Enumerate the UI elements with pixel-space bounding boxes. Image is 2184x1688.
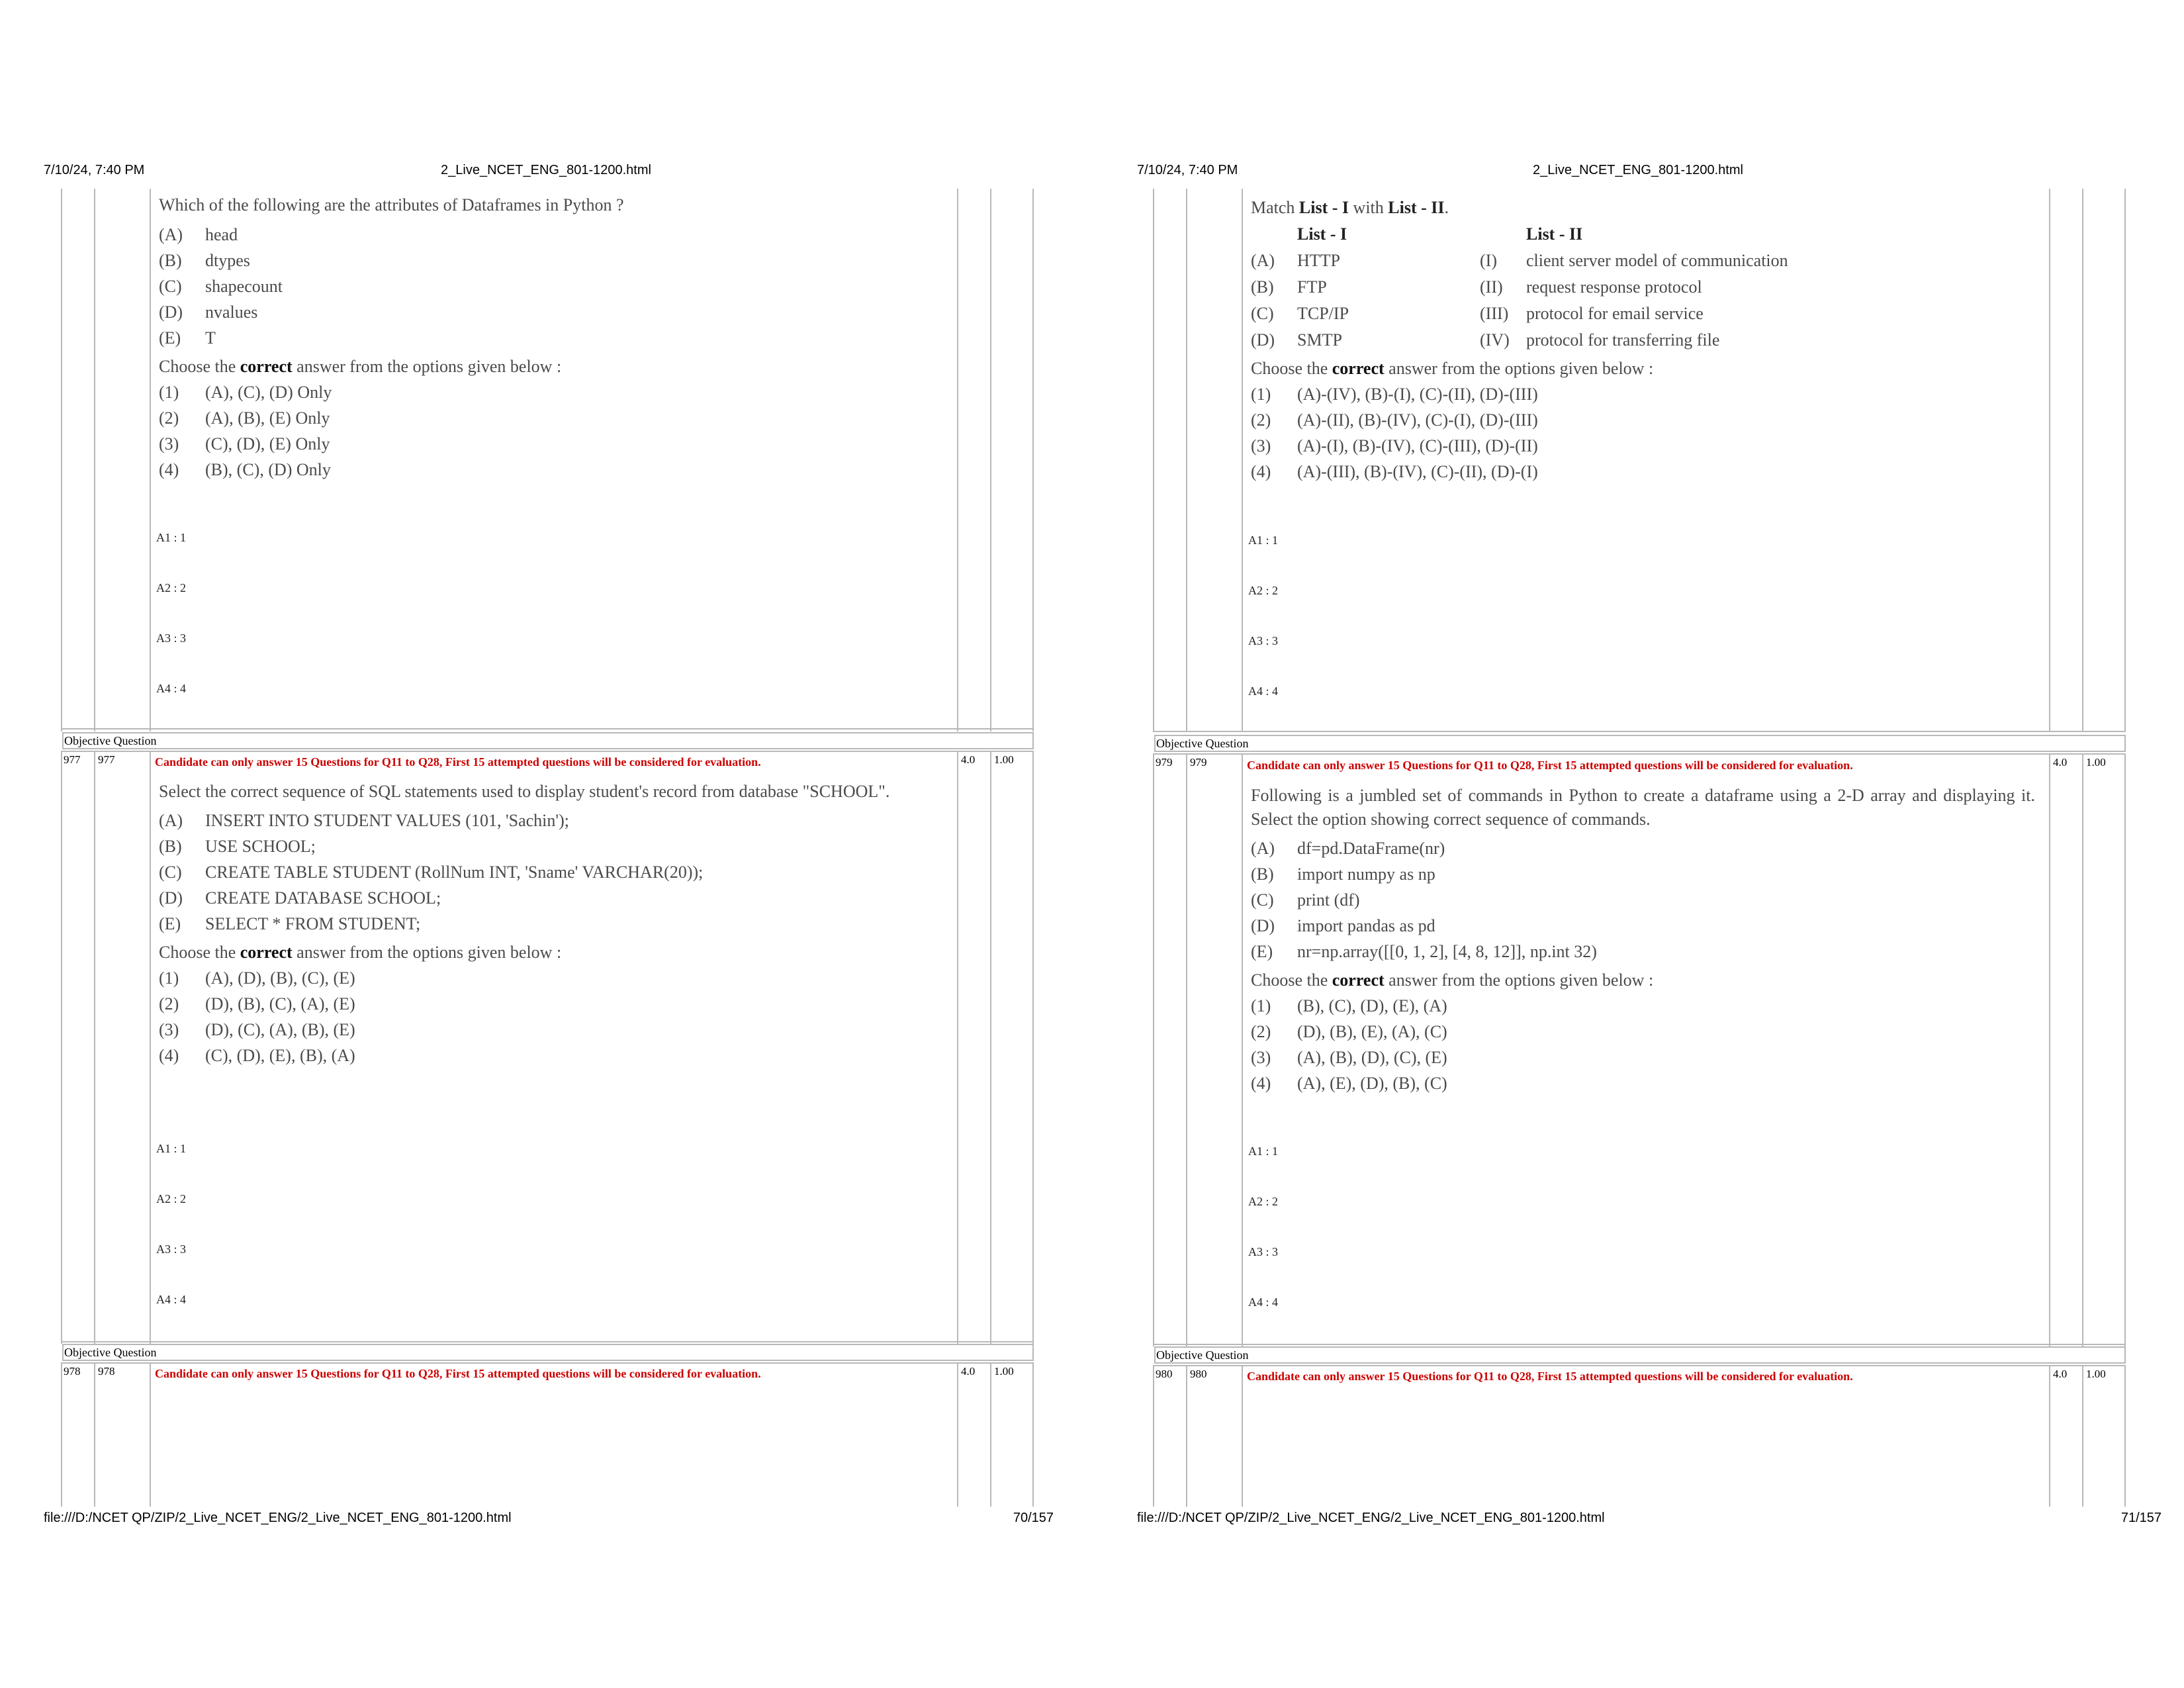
answer-key-a2: A2 : 2 — [156, 1192, 186, 1205]
table-border — [94, 189, 95, 731]
table-border — [1153, 753, 1154, 1346]
item-text: INSERT INTO STUDENT VALUES (101, 'Sachin'); — [205, 811, 569, 830]
answer-option — [159, 1017, 940, 1043]
negative-marks: 1.00 — [994, 753, 1014, 766]
marks: 4.0 — [2053, 1368, 2068, 1380]
list-item — [159, 248, 946, 273]
table-border — [61, 1362, 62, 1507]
row-label: (C) — [1251, 303, 1274, 323]
row-list2: request response protocol — [1526, 277, 1702, 297]
item-label: (B) — [1251, 865, 1274, 884]
answer-key-a1: A1 : 1 — [1248, 534, 1278, 547]
evaluation-notice: Candidate can only answer 15 Questions for Q11 to Q28, First 15 attempted questions will be considered for evaluation. — [155, 1367, 761, 1380]
option-text: (A), (C), (D) Only — [205, 383, 332, 402]
answer-option — [1251, 993, 2035, 1019]
list-item — [159, 273, 946, 299]
row-list2: protocol for email service — [1526, 303, 1704, 323]
question-stem: Select the correct sequence of SQL statements used to display student's record from database "SCHOOL". — [159, 782, 890, 801]
table-border — [1153, 1365, 2126, 1366]
choose-pre: Choose the — [1251, 970, 1332, 990]
option-text: (A), (B), (D), (C), (E) — [1297, 1048, 1447, 1067]
table-border — [2049, 1365, 2050, 1507]
table-border — [990, 751, 991, 1344]
item-label: (C) — [159, 277, 182, 296]
table-row — [1251, 326, 1788, 353]
question-id: 979 — [1190, 756, 1207, 769]
question-stem: Which of the following are the attributes of Dataframes in Python ? — [159, 195, 624, 214]
question-977 — [159, 780, 940, 1068]
evaluation-notice: Candidate can only answer 15 Questions for Q11 to Q28, First 15 attempted questions will be considered for evaluation. — [1247, 759, 1853, 772]
item-text: shapecount — [205, 277, 283, 296]
option-label: (1) — [1251, 996, 1271, 1015]
option-label: (4) — [159, 1046, 179, 1065]
row-label: (D) — [1251, 330, 1275, 350]
option-label: (3) — [1251, 1048, 1271, 1067]
option-text: (A), (E), (D), (B), (C) — [1297, 1074, 1447, 1093]
choose-instruction — [159, 939, 940, 965]
choose-bold: correct — [1332, 359, 1385, 378]
stem-list2: List - II — [1388, 198, 1445, 217]
option-label: (4) — [1251, 462, 1271, 481]
table-border — [1153, 1365, 1154, 1507]
stem-mid: with — [1349, 198, 1388, 217]
answer-key-a2: A2 : 2 — [1248, 584, 1278, 597]
answer-option — [1251, 381, 2038, 407]
list-item — [1251, 939, 2035, 964]
list-item — [159, 808, 940, 833]
item-text: head — [205, 225, 238, 244]
option-label: (4) — [159, 460, 179, 479]
table-border — [61, 728, 1034, 729]
answer-key-a4: A4 : 4 — [1248, 684, 1278, 698]
choose-post: answer from the options given below : — [1384, 359, 1654, 378]
row-list1: FTP — [1297, 277, 1327, 297]
answer-key-a1: A1 : 1 — [156, 1142, 186, 1155]
item-text: SELECT * FROM STUDENT; — [205, 914, 421, 933]
answer-option — [159, 431, 946, 457]
item-label: (B) — [159, 251, 182, 270]
table-border — [1186, 189, 1187, 731]
choose-instruction — [1251, 967, 2035, 993]
question-stem: Following is a jumbled set of commands in Python to create a dataframe using a 2-D array and displaying it. Select the option showing correct sequence of commands. — [1251, 786, 2035, 829]
choose-post: answer from the options given below : — [292, 357, 562, 376]
option-label: (2) — [1251, 410, 1271, 430]
list2-header: List - II — [1526, 224, 1583, 244]
question-type-label: Objective Question — [1154, 1346, 2126, 1364]
marks: 4.0 — [961, 753, 976, 766]
answer-option — [1251, 1045, 2035, 1070]
question-top — [1251, 195, 2038, 485]
item-text: CREATE TABLE STUDENT (RollNum INT, 'Sname' VARCHAR(20)); — [205, 863, 704, 882]
answer-key-a1: A1 : 1 — [156, 531, 186, 544]
list-item — [1251, 861, 2035, 887]
table-border — [1242, 189, 1243, 731]
table-border — [1153, 731, 2126, 732]
row-list2: client server model of communication — [1526, 250, 1788, 270]
question-top — [159, 192, 946, 483]
option-label: (2) — [1251, 1022, 1271, 1041]
page-right — [1092, 0, 2184, 1688]
row-roman: (IV) — [1480, 330, 1510, 350]
choose-post: answer from the options given below : — [1384, 970, 1654, 990]
header-datetime: 7/10/24, 7:40 PM — [44, 163, 145, 177]
table-row — [1251, 300, 1788, 326]
item-text: import numpy as np — [1297, 865, 1435, 884]
option-text: (A)-(III), (B)-(IV), (C)-(II), (D)-(I) — [1297, 462, 1538, 481]
list-item — [159, 222, 946, 248]
row-list1: SMTP — [1297, 330, 1342, 350]
answer-option — [159, 379, 946, 405]
table-border — [1032, 751, 1034, 1344]
table-border — [1186, 1365, 1187, 1507]
footer-page-number: 70/157 — [1013, 1511, 1054, 1525]
evaluation-notice: Candidate can only answer 15 Questions for Q11 to Q28, First 15 attempted questions will be considered for evaluation. — [1247, 1370, 1853, 1383]
option-label: (3) — [1251, 436, 1271, 455]
table-border — [1153, 189, 1154, 731]
row-roman: (III) — [1480, 303, 1509, 323]
header-filename: 2_Live_NCET_ENG_801-1200.html — [1533, 163, 1743, 177]
row-roman: (I) — [1480, 250, 1497, 270]
row-roman: (II) — [1480, 277, 1503, 297]
table-border — [1032, 189, 1034, 731]
table-border — [2082, 189, 2083, 731]
table-border — [2082, 1365, 2083, 1507]
question-number: 977 — [64, 753, 81, 766]
list-item — [1251, 835, 2035, 861]
list-item — [159, 885, 940, 911]
option-text: (A), (D), (B), (C), (E) — [205, 968, 355, 988]
question-id: 980 — [1190, 1368, 1207, 1380]
table-border — [61, 751, 62, 1344]
marks: 4.0 — [961, 1365, 976, 1378]
item-label: (C) — [159, 863, 182, 882]
option-text: (A), (B), (E) Only — [205, 408, 330, 428]
answer-key-a2: A2 : 2 — [156, 581, 186, 594]
header-filename: 2_Live_NCET_ENG_801-1200.html — [441, 163, 651, 177]
answer-key-a4: A4 : 4 — [1248, 1295, 1278, 1309]
negative-marks: 1.00 — [2086, 1368, 2106, 1380]
option-text: (A)-(I), (B)-(IV), (C)-(III), (D)-(II) — [1297, 436, 1538, 455]
header-datetime: 7/10/24, 7:40 PM — [1137, 163, 1238, 177]
answer-option — [1251, 433, 2038, 459]
item-text: T — [205, 328, 216, 348]
item-label: (D) — [159, 888, 183, 908]
answer-key-a3: A3 : 3 — [1248, 634, 1278, 647]
question-number: 979 — [1156, 756, 1173, 769]
list1-header: List - I — [1297, 224, 1347, 244]
choose-pre: Choose the — [1251, 359, 1332, 378]
row-label: (B) — [1251, 277, 1274, 297]
table-border — [1242, 753, 1243, 1346]
question-id: 978 — [98, 1365, 115, 1378]
answer-key-a3: A3 : 3 — [1248, 1245, 1278, 1258]
table-row — [1251, 273, 1788, 300]
answer-key-a1: A1 : 1 — [1248, 1145, 1278, 1158]
list-item — [1251, 913, 2035, 939]
answer-key-a3: A3 : 3 — [156, 632, 186, 645]
negative-marks: 1.00 — [994, 1365, 1014, 1378]
table-border — [150, 1362, 151, 1507]
list-item — [159, 911, 940, 937]
choose-pre: Choose the — [159, 943, 240, 962]
table-border — [990, 189, 991, 731]
choose-bold: correct — [1332, 970, 1385, 990]
item-text: nvalues — [205, 303, 258, 322]
table-border — [1186, 753, 1187, 1346]
table-border — [94, 751, 95, 1344]
question-type-label: Objective Question — [1154, 735, 2126, 752]
table-border — [61, 751, 1034, 752]
choose-instruction — [1251, 355, 2038, 381]
question-type-label: Objective Question — [62, 1344, 1034, 1361]
table-border — [61, 1362, 1034, 1364]
footer-path: file:///D:/NCET QP/ZIP/2_Live_NCET_ENG/2_Live_NCET_ENG_801-1200.html — [1137, 1511, 1605, 1525]
table-border — [2049, 753, 2050, 1346]
table-border — [2049, 189, 2050, 731]
answer-option — [1251, 1019, 2035, 1045]
stem-pre: Match — [1251, 198, 1299, 217]
item-text: CREATE DATABASE SCHOOL; — [205, 888, 441, 908]
footer-path: file:///D:/NCET QP/ZIP/2_Live_NCET_ENG/2_Live_NCET_ENG_801-1200.html — [44, 1511, 512, 1525]
option-label: (3) — [159, 1020, 179, 1039]
row-label: (A) — [1251, 250, 1275, 270]
option-text: (C), (D), (E) Only — [205, 434, 330, 453]
option-text: (D), (B), (E), (A), (C) — [1297, 1022, 1447, 1041]
item-text: USE SCHOOL; — [205, 837, 316, 856]
item-label: (D) — [159, 303, 183, 322]
list-item — [159, 325, 946, 351]
answer-key-a4: A4 : 4 — [156, 1293, 186, 1306]
option-label: (1) — [1251, 385, 1271, 404]
item-text: import pandas as pd — [1297, 916, 1435, 935]
choose-post: answer from the options given below : — [292, 943, 562, 962]
stem-post: . — [1444, 198, 1449, 217]
answer-option — [1251, 1070, 2035, 1096]
answer-option — [1251, 459, 2038, 485]
table-border — [2124, 753, 2126, 1346]
table-border — [957, 189, 958, 731]
list-item — [159, 299, 946, 325]
table-border — [2082, 753, 2083, 1346]
option-label: (1) — [159, 383, 179, 402]
option-text: (B), (C), (D), (E), (A) — [1297, 996, 1447, 1015]
option-text: (D), (C), (A), (B), (E) — [205, 1020, 355, 1039]
option-label: (1) — [159, 968, 179, 988]
negative-marks: 1.00 — [2086, 756, 2106, 769]
item-text: dtypes — [205, 251, 250, 270]
question-stem — [1251, 195, 2038, 220]
table-border — [61, 189, 62, 731]
option-text: (A)-(II), (B)-(IV), (C)-(I), (D)-(III) — [1297, 410, 1538, 430]
table-border — [150, 751, 151, 1344]
answer-option — [1251, 407, 2038, 433]
answer-option — [159, 1043, 940, 1068]
question-id: 977 — [98, 753, 115, 766]
question-number: 980 — [1156, 1368, 1173, 1380]
choose-bold: correct — [240, 943, 293, 962]
choose-bold: correct — [240, 357, 293, 376]
option-text: (C), (D), (E), (B), (A) — [205, 1046, 355, 1065]
item-label: (A) — [1251, 839, 1275, 858]
choose-pre: Choose the — [159, 357, 240, 376]
option-text: (D), (B), (C), (A), (E) — [205, 994, 355, 1013]
table-border — [2124, 1365, 2126, 1507]
answer-key-a2: A2 : 2 — [1248, 1195, 1278, 1208]
option-label: (2) — [159, 408, 179, 428]
answer-option — [159, 965, 940, 991]
answer-key-a3: A3 : 3 — [156, 1243, 186, 1256]
marks: 4.0 — [2053, 756, 2068, 769]
table-border — [990, 1362, 991, 1507]
answer-option — [159, 405, 946, 431]
item-label: (C) — [1251, 890, 1274, 910]
row-list1: TCP/IP — [1297, 303, 1349, 323]
evaluation-notice: Candidate can only answer 15 Questions for Q11 to Q28, First 15 attempted questions will be considered for evaluation. — [155, 755, 761, 769]
table-border — [61, 1341, 1034, 1342]
table-border — [1153, 753, 2126, 755]
item-label: (E) — [159, 328, 181, 348]
question-number: 978 — [64, 1365, 81, 1378]
table-border — [957, 751, 958, 1344]
table-row — [1251, 247, 1788, 273]
item-label: (D) — [1251, 916, 1275, 935]
item-text: print (df) — [1297, 890, 1360, 910]
option-label: (4) — [1251, 1074, 1271, 1093]
table-border — [1032, 1362, 1034, 1507]
item-label: (E) — [159, 914, 181, 933]
question-type-label: Objective Question — [62, 732, 1034, 749]
match-table — [1251, 220, 1788, 353]
item-text: df=pd.DataFrame(nr) — [1297, 839, 1445, 858]
item-label: (B) — [159, 837, 182, 856]
footer-page-number: 71/157 — [2120, 1511, 2161, 1525]
table-border — [150, 189, 151, 731]
item-text: nr=np.array([[0, 1, 2], [4, 8, 12]], np.int 32) — [1297, 942, 1597, 961]
option-label: (3) — [159, 434, 179, 453]
table-border — [957, 1362, 958, 1507]
question-979 — [1251, 784, 2035, 1096]
table-border — [1242, 1365, 1243, 1507]
table-border — [2124, 189, 2126, 731]
table-border — [1153, 1344, 2126, 1345]
item-label: (A) — [159, 811, 183, 830]
choose-instruction — [159, 353, 946, 379]
option-text: (B), (C), (D) Only — [205, 460, 331, 479]
stem-list1: List - I — [1298, 198, 1349, 217]
table-border — [94, 1362, 95, 1507]
option-text: (A)-(IV), (B)-(I), (C)-(II), (D)-(III) — [1297, 385, 1538, 404]
item-label: (E) — [1251, 942, 1273, 961]
answer-option — [159, 457, 946, 483]
list-item — [159, 859, 940, 885]
answer-key-a4: A4 : 4 — [156, 682, 186, 695]
option-label: (2) — [159, 994, 179, 1013]
item-label: (A) — [159, 225, 183, 244]
list-item — [159, 833, 940, 859]
answer-option — [159, 991, 940, 1017]
row-list2: protocol for transferring file — [1526, 330, 1720, 350]
row-list1: HTTP — [1297, 250, 1340, 270]
list-item — [1251, 887, 2035, 913]
